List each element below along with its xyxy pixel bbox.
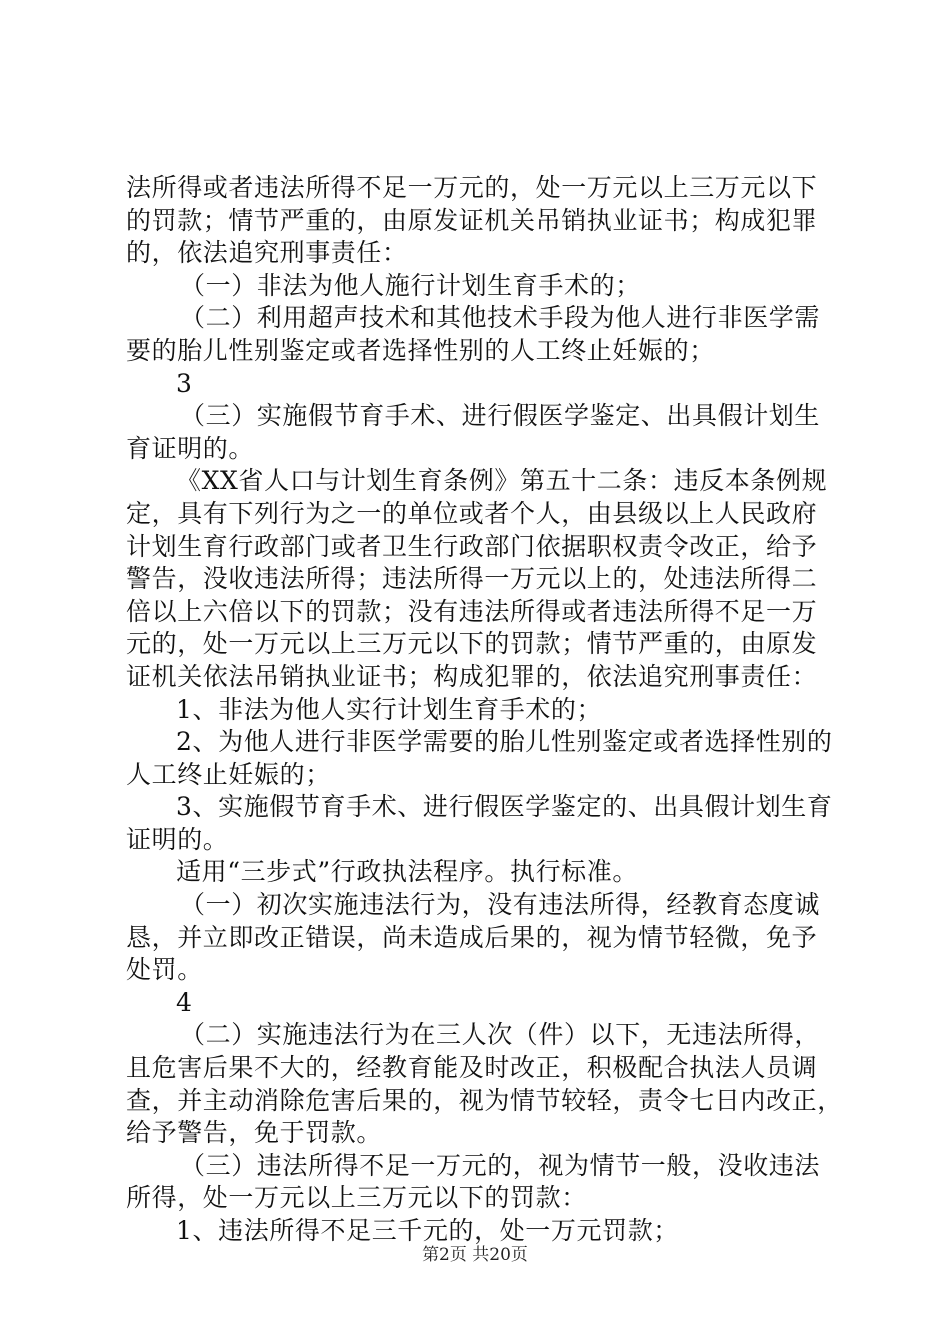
text-line: 警告，没收违法所得；违法所得一万元以上的，处违法所得二 [126,564,818,594]
list-item: （三）实施假节育手术、进行假医学鉴定、出具假计划生 [180,401,821,431]
list-item: 1、违法所得不足三千元的，处一万元罚款； [176,1216,679,1245]
list-item: （一）初次实施违法行为，没有违法所得，经教育态度诚 [180,890,821,920]
list-item: 1、非法为他人实行计划生育手术的； [176,694,603,724]
text-line: 育证明的。 [126,433,255,463]
text-line: 查，并主动消除危害后果的，视为情节较轻，责令七日内改正， [126,1085,843,1115]
text-line: 计划生育行政部门或者卫生行政部门依据职权责令改正，给予 [126,531,818,561]
list-item: （一）非法为他人施行计划生育手术的； [180,270,641,300]
text-line: 给予警告，免于罚款。 [126,1118,383,1148]
text-line: 且危害后果不大的，经教育能及时改正，积极配合执法人员调 [126,1053,818,1083]
text-line: 的，依法追究刑事责任： [126,238,408,268]
list-item: （二）利用超声技术和其他技术手段为他人进行非医学需 [180,303,821,333]
list-item: 2、为他人进行非医学需要的胎儿性别鉴定或者选择性别的 [176,727,833,757]
page-marker: 3 [176,368,193,398]
list-item: （三）违法所得不足一万元的，视为情节一般，没收违法 [180,1150,821,1180]
text-line: 定，具有下列行为之一的单位或者个人，由县级以上人民政府 [126,498,818,528]
text-line: 要的胎儿性别鉴定或者选择性别的人工终止妊娠的； [126,335,715,365]
list-item: 3、实施假节育手术、进行假医学鉴定的、出具假计划生育 [176,792,833,822]
text-line: 的罚款；情节严重的，由原发证机关吊销执业证书；构成犯罪 [126,205,818,235]
page-footer: 第2页 共20页 [422,1245,528,1265]
text-line: 恳，并立即改正错误，尚未造成后果的，视为情节轻微，免予 [126,922,818,952]
paragraph-start: 适用“三步式”行政执法程序。执行标准。 [176,857,638,887]
text-line: 元的，处一万元以上三万元以下的罚款；情节严重的，由原发 [126,629,818,659]
body-text [126,172,842,1248]
text-line: 法所得或者违法所得不足一万元的，处一万元以上三万元以下 [126,173,818,202]
text-line: 人工终止妊娠的； [126,759,331,789]
text-line: 处罚。 [126,955,203,985]
paragraph-start: 《XX省人口与计划生育条例》第五十二条：违反本条例规 [176,466,828,496]
list-item: （二）实施违法行为在三人次（件）以下，无违法所得， [180,1020,821,1050]
text-line: 所得，处一万元以上三万元以下的罚款： [126,1183,587,1213]
text-line: 证明的。 [126,824,229,854]
text-line: 证机关依法吊销执业证书；构成犯罪的，依法追究刑事责任： [126,661,818,691]
page-marker: 4 [176,987,193,1017]
text-line: 倍以上六倍以下的罚款；没有违法所得或者违法所得不足一万 [126,596,818,626]
